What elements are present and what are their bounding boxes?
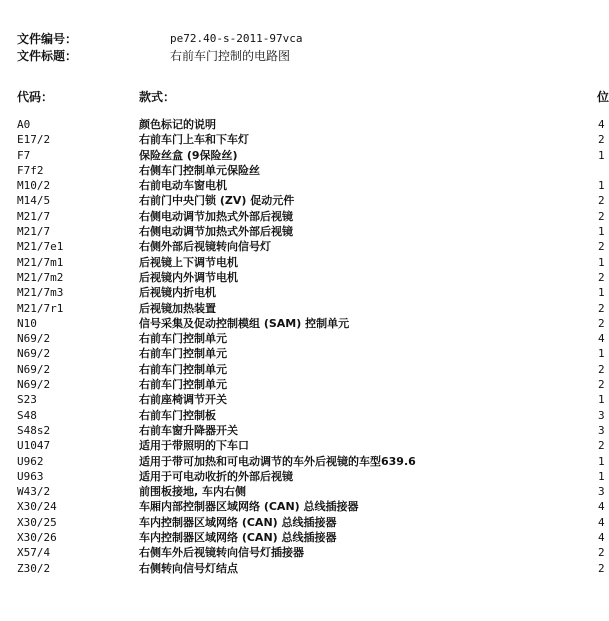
table-row	[0, 423, 604, 438]
table-row	[0, 148, 604, 163]
component-description: 右侧电动调节加热式外部后视镜	[139, 225, 293, 239]
component-code: W43/2	[17, 485, 51, 499]
component-description: 信号采集及促动控制模组 (SAM) 控制单元	[139, 316, 350, 330]
table-row	[0, 132, 604, 147]
component-position: 2	[598, 561, 605, 575]
component-code: F7	[17, 148, 31, 162]
table-row	[0, 316, 604, 331]
component-code: A0	[17, 118, 31, 131]
component-code: M10/2	[17, 179, 51, 193]
table-row	[0, 362, 604, 377]
component-code: S48	[17, 408, 37, 422]
component-description: 前围板接地, 车内右侧	[139, 485, 247, 499]
component-position: 1	[598, 255, 605, 269]
component-code: S23	[17, 393, 37, 407]
component-position: 1	[598, 286, 605, 300]
component-position: 1	[598, 454, 605, 468]
table-row	[0, 285, 604, 300]
component-description: 右前门中央门锁 (ZV) 促动元件	[139, 194, 295, 208]
component-position: 3	[598, 408, 605, 422]
component-description: 右侧外部后视镜转向信号灯	[139, 240, 271, 254]
component-description: 右前车窗升降器开关	[139, 423, 238, 437]
component-position: 2	[598, 301, 605, 315]
table-row	[0, 178, 604, 193]
component-position: 3	[598, 423, 605, 437]
component-code: N69/2	[17, 347, 51, 361]
component-description: 后视镜加热装置	[139, 301, 216, 315]
component-description: 保险丝盒 (9保险丝)	[139, 148, 238, 162]
component-position: 2	[598, 362, 605, 376]
component-description: 右前车门控制单元	[139, 378, 227, 392]
table-row	[0, 438, 604, 453]
component-table	[0, 117, 604, 576]
component-position: 2	[598, 194, 605, 208]
component-description: 适用于带照明的下车口	[139, 439, 249, 453]
component-code: M21/7	[17, 209, 51, 223]
component-code: S48s2	[17, 423, 51, 437]
header-position: 位	[597, 90, 609, 104]
component-position: 2	[598, 378, 605, 392]
component-position: 2	[598, 270, 605, 284]
table-row	[0, 408, 604, 423]
component-description: 右侧车门控制单元保险丝	[139, 163, 260, 177]
component-description: 右前电动车窗电机	[139, 179, 227, 193]
component-code: N69/2	[17, 378, 51, 392]
component-description: 车内控制器区域网络 (CAN) 总线插接器	[139, 531, 337, 545]
table-row	[0, 454, 604, 469]
table-row	[0, 239, 604, 254]
table-row	[0, 270, 604, 285]
table-row	[0, 545, 604, 560]
table-row	[0, 346, 604, 361]
table-row	[0, 224, 604, 239]
table-row	[0, 193, 604, 208]
table-row	[0, 209, 604, 224]
component-description: 右前车门控制板	[139, 408, 216, 422]
component-description: 适用于可电动收折的外部后视镜	[139, 469, 293, 483]
component-code: U1047	[17, 439, 51, 453]
table-row	[0, 469, 604, 484]
component-code: U962	[17, 454, 44, 468]
component-code: E17/2	[17, 133, 51, 147]
component-code: X57/4	[17, 546, 51, 560]
component-code: U963	[17, 469, 44, 483]
table-row	[0, 377, 604, 392]
component-position: 2	[598, 316, 605, 330]
component-code: M21/7m1	[17, 255, 64, 269]
component-description: 右前车门控制单元	[139, 347, 227, 361]
component-position: 1	[598, 469, 605, 483]
component-description: 右侧电动调节加热式外部后视镜	[139, 209, 293, 223]
doc-number-label: 文件编号：	[17, 32, 78, 46]
component-description: 适用于带可加热和可电动调节的车外后视镜的车型639.6	[139, 454, 416, 468]
component-code: X30/26	[17, 531, 57, 545]
table-row	[0, 163, 604, 178]
component-code: M21/7	[17, 225, 51, 239]
component-code: M14/5	[17, 194, 51, 208]
header-model: 款式：	[139, 90, 176, 104]
component-position: 4	[598, 500, 605, 514]
component-code: X30/25	[17, 515, 57, 529]
component-description: 右前车门控制单元	[139, 362, 227, 376]
component-position: 2	[598, 240, 605, 254]
component-code: M21/7e1	[17, 240, 64, 254]
component-position: 4	[598, 515, 605, 529]
header-code: 代码：	[17, 90, 54, 104]
table-row	[0, 301, 604, 316]
table-row	[0, 499, 604, 514]
component-code: N69/2	[17, 332, 51, 346]
component-code: M21/7m3	[17, 286, 64, 300]
component-position: 1	[598, 179, 605, 193]
component-description: 后视镜上下调节电机	[139, 255, 238, 269]
component-description: 车厢内部控制器区域网络 (CAN) 总线插接器	[139, 500, 359, 514]
component-description: 后视镜内折电机	[139, 286, 216, 300]
table-row	[0, 484, 604, 499]
component-code: N10	[17, 316, 37, 330]
component-description: 后视镜内外调节电机	[139, 270, 238, 284]
doc-title-value: 右前车门控制的电路图	[170, 49, 291, 63]
component-position: 4	[598, 118, 605, 131]
component-description: 右侧转向信号灯结点	[139, 561, 238, 575]
table-row	[0, 255, 604, 270]
component-description: 颜色标记的说明	[139, 118, 216, 131]
component-position: 1	[598, 393, 605, 407]
doc-number-value: pe72.40-s-2011-97vca	[170, 32, 303, 45]
component-code: F7f2	[17, 163, 44, 177]
component-description: 右前车门上车和下车灯	[139, 133, 249, 147]
component-position: 3	[598, 485, 605, 499]
table-row	[0, 392, 604, 407]
component-position: 4	[598, 332, 605, 346]
component-description: 右前座椅调节开关	[139, 393, 227, 407]
component-description: 右侧车外后视镜转向信号灯插接器	[139, 546, 304, 560]
table-row	[0, 515, 604, 530]
component-code: Z30/2	[17, 561, 51, 575]
table-row	[0, 561, 604, 576]
component-position: 2	[598, 439, 605, 453]
component-position: 1	[598, 347, 605, 361]
table-row	[0, 331, 604, 346]
doc-title-label: 文件标题：	[17, 49, 78, 63]
component-code: M21/7m2	[17, 270, 64, 284]
table-row	[0, 530, 604, 545]
table-row	[0, 117, 604, 132]
component-code: X30/24	[17, 500, 57, 514]
component-code: N69/2	[17, 362, 51, 376]
component-description: 右前车门控制单元	[139, 332, 227, 346]
component-position: 2	[598, 209, 605, 223]
component-position: 2	[598, 546, 605, 560]
component-position: 4	[598, 531, 605, 545]
component-code: M21/7r1	[17, 301, 64, 315]
component-position: 1	[598, 148, 605, 162]
table-header	[0, 88, 609, 104]
component-position: 1	[598, 225, 605, 239]
component-description: 车内控制器区域网络 (CAN) 总线插接器	[139, 515, 337, 529]
component-position: 2	[598, 133, 605, 147]
